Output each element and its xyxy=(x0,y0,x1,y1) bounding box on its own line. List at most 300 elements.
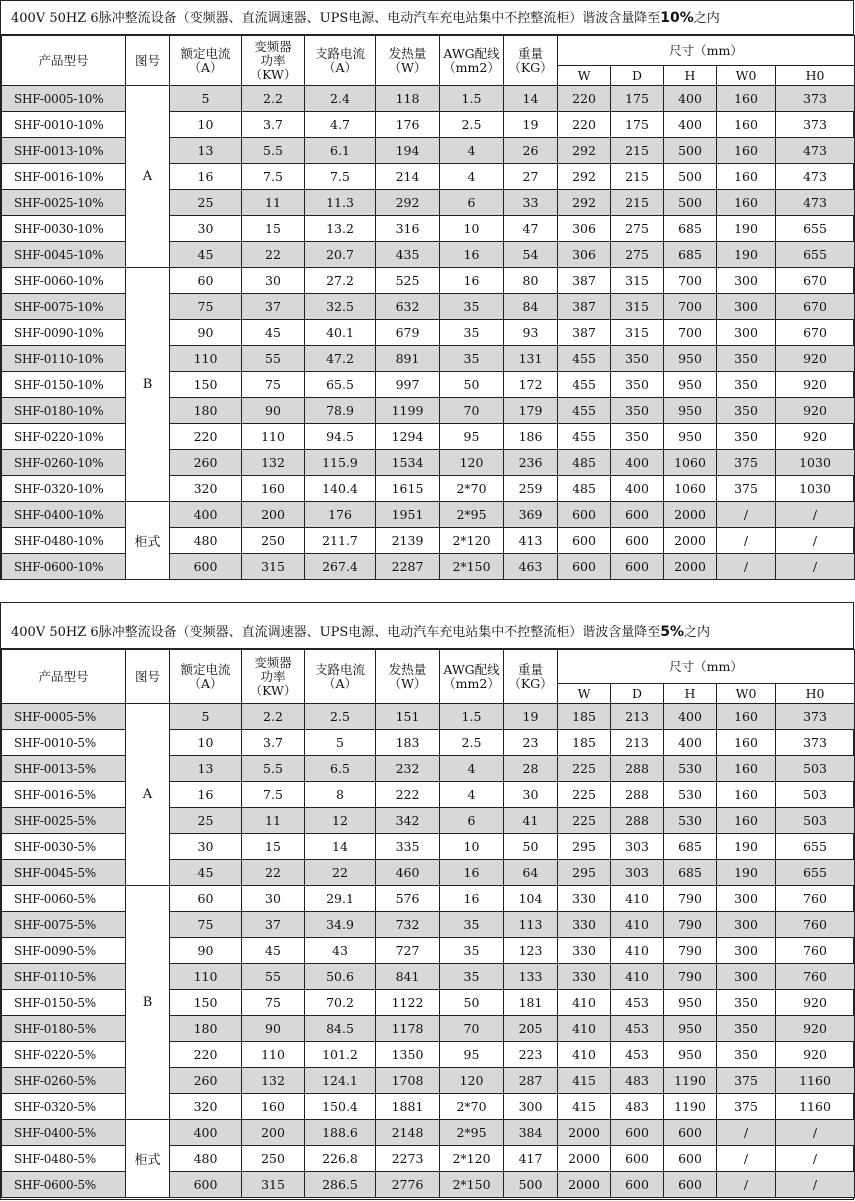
value-cell: 400 xyxy=(664,86,717,112)
value-cell: 75 xyxy=(242,990,305,1016)
header-branch-current: 支路电流 （A） xyxy=(305,650,376,704)
value-cell: 200 xyxy=(242,502,305,528)
value-cell: 35 xyxy=(440,320,504,346)
value-cell: 463 xyxy=(504,554,558,580)
value-cell: 350 xyxy=(717,398,776,424)
value-cell: 2*120 xyxy=(440,528,504,554)
value-cell: 600 xyxy=(664,1120,717,1146)
value-cell: 23 xyxy=(504,730,558,756)
value-cell: 500 xyxy=(504,1172,558,1198)
value-cell: 15 xyxy=(242,216,305,242)
value-cell: 220 xyxy=(558,86,611,112)
value-cell: 670 xyxy=(776,320,855,346)
value-cell: 303 xyxy=(611,860,664,886)
header-dim-w: W xyxy=(558,684,611,704)
value-cell: 1.5 xyxy=(440,86,504,112)
header-inverter-power: 变频器 功率 （KW） xyxy=(242,650,305,704)
value-cell: 700 xyxy=(664,320,717,346)
value-cell: / xyxy=(776,1120,855,1146)
value-cell: 13 xyxy=(170,138,242,164)
header-dim-d: D xyxy=(611,66,664,86)
value-cell: 4 xyxy=(440,782,504,808)
value-cell: 30 xyxy=(170,834,242,860)
value-cell: 267.4 xyxy=(305,554,376,580)
value-cell: 190 xyxy=(717,834,776,860)
value-cell: 84.5 xyxy=(305,1016,376,1042)
value-cell: 435 xyxy=(376,242,440,268)
value-cell: 600 xyxy=(558,502,611,528)
value-cell: 415 xyxy=(558,1068,611,1094)
spec-table-10-percent xyxy=(0,0,854,580)
value-cell: 920 xyxy=(776,990,855,1016)
value-cell: 2.5 xyxy=(440,112,504,138)
value-cell: 760 xyxy=(776,938,855,964)
value-cell: 576 xyxy=(376,886,440,912)
value-cell: 473 xyxy=(776,190,855,216)
value-cell: 35 xyxy=(440,294,504,320)
value-cell: 410 xyxy=(558,1016,611,1042)
value-cell: 10 xyxy=(440,834,504,860)
header-dim-d: D xyxy=(611,684,664,704)
value-cell: 417 xyxy=(504,1146,558,1172)
value-cell: 95 xyxy=(440,1042,504,1068)
value-cell: 160 xyxy=(242,1094,305,1120)
value-cell: 214 xyxy=(376,164,440,190)
value-cell: 410 xyxy=(558,990,611,1016)
value-cell: 20.7 xyxy=(305,242,376,268)
data-table xyxy=(1,35,855,580)
value-cell: 220 xyxy=(170,424,242,450)
value-cell: 50 xyxy=(440,990,504,1016)
value-cell: 5 xyxy=(305,730,376,756)
value-cell: 7.5 xyxy=(242,164,305,190)
value-cell: 2.2 xyxy=(242,86,305,112)
value-cell: 95 xyxy=(440,424,504,450)
value-cell: 16 xyxy=(170,782,242,808)
value-cell: 373 xyxy=(776,704,855,730)
value-cell: 120 xyxy=(440,450,504,476)
value-cell: 530 xyxy=(664,756,717,782)
value-cell: 1199 xyxy=(376,398,440,424)
value-cell: 727 xyxy=(376,938,440,964)
value-cell: 226.8 xyxy=(305,1146,376,1172)
value-cell: 16 xyxy=(440,860,504,886)
model-cell: SHF-0060-5% xyxy=(2,886,126,912)
value-cell: 920 xyxy=(776,398,855,424)
model-cell: SHF-0060-10% xyxy=(2,268,126,294)
value-cell: 375 xyxy=(717,1094,776,1120)
model-cell: SHF-0025-10% xyxy=(2,190,126,216)
header-dim-h: H xyxy=(664,66,717,86)
model-cell: SHF-0150-5% xyxy=(2,990,126,1016)
spec-table-5-percent xyxy=(0,602,854,1200)
header-model: 产品型号 xyxy=(2,36,126,86)
value-cell: 151 xyxy=(376,704,440,730)
value-cell: 288 xyxy=(611,756,664,782)
model-cell: SHF-0030-10% xyxy=(2,216,126,242)
header-model: 产品型号 xyxy=(2,650,126,704)
value-cell: 300 xyxy=(717,964,776,990)
value-cell: 33 xyxy=(504,190,558,216)
value-cell: 19 xyxy=(504,112,558,138)
model-cell: SHF-0320-10% xyxy=(2,476,126,502)
model-cell: SHF-0260-5% xyxy=(2,1068,126,1094)
value-cell: 350 xyxy=(717,372,776,398)
value-cell: 188.6 xyxy=(305,1120,376,1146)
value-cell: 700 xyxy=(664,294,717,320)
value-cell: 150 xyxy=(170,372,242,398)
value-cell: 15 xyxy=(242,834,305,860)
value-cell: / xyxy=(776,1172,855,1198)
value-cell: 160 xyxy=(717,808,776,834)
header-dim-h0: H0 xyxy=(776,66,855,86)
model-cell: SHF-0075-10% xyxy=(2,294,126,320)
value-cell: 600 xyxy=(664,1172,717,1198)
value-cell: 410 xyxy=(558,1042,611,1068)
model-cell: SHF-0480-5% xyxy=(2,1146,126,1172)
value-cell: 920 xyxy=(776,424,855,450)
value-cell: 455 xyxy=(558,398,611,424)
value-cell: 1030 xyxy=(776,476,855,502)
value-cell: 225 xyxy=(558,756,611,782)
value-cell: 7.5 xyxy=(242,782,305,808)
value-cell: 2*120 xyxy=(440,1146,504,1172)
value-cell: 70 xyxy=(440,398,504,424)
value-cell: 410 xyxy=(611,964,664,990)
value-cell: 453 xyxy=(611,1016,664,1042)
value-cell: 27 xyxy=(504,164,558,190)
value-cell: 685 xyxy=(664,834,717,860)
value-cell: 1534 xyxy=(376,450,440,476)
value-cell: 27.2 xyxy=(305,268,376,294)
value-cell: 375 xyxy=(717,450,776,476)
value-cell: 75 xyxy=(170,294,242,320)
value-cell: 295 xyxy=(558,834,611,860)
header-figure: 图号 xyxy=(126,36,170,86)
value-cell: 1708 xyxy=(376,1068,440,1094)
value-cell: 600 xyxy=(611,502,664,528)
value-cell: 7.5 xyxy=(305,164,376,190)
value-cell: 29.1 xyxy=(305,886,376,912)
value-cell: 123 xyxy=(504,938,558,964)
figure-group-cell: A xyxy=(126,86,170,268)
model-cell: SHF-0010-5% xyxy=(2,730,126,756)
value-cell: 655 xyxy=(776,860,855,886)
table-row xyxy=(2,1120,855,1146)
value-cell: 790 xyxy=(664,886,717,912)
value-cell: 84 xyxy=(504,294,558,320)
model-cell: SHF-0016-10% xyxy=(2,164,126,190)
header-weight: 重量 （KG） xyxy=(504,650,558,704)
value-cell: 160 xyxy=(717,782,776,808)
value-cell: 2*150 xyxy=(440,554,504,580)
value-cell: 259 xyxy=(504,476,558,502)
value-cell: 1.5 xyxy=(440,704,504,730)
table-title: 400V 50HZ 6脉冲整流设备（变频器、直流调速器、UPS电源、电动汽车充电站集中不控整流柜）谐波含量降至10%之内 xyxy=(1,1,853,35)
value-cell: 460 xyxy=(376,860,440,886)
value-cell: 790 xyxy=(664,938,717,964)
model-cell: SHF-0220-5% xyxy=(2,1042,126,1068)
value-cell: 90 xyxy=(242,1016,305,1042)
value-cell: 320 xyxy=(170,1094,242,1120)
value-cell: 65.5 xyxy=(305,372,376,398)
value-cell: 78.9 xyxy=(305,398,376,424)
value-cell: 183 xyxy=(376,730,440,756)
value-cell: 2287 xyxy=(376,554,440,580)
value-cell: 1350 xyxy=(376,1042,440,1068)
value-cell: 2000 xyxy=(664,528,717,554)
header-figure: 图号 xyxy=(126,650,170,704)
value-cell: 150 xyxy=(170,990,242,1016)
value-cell: 950 xyxy=(664,346,717,372)
value-cell: 101.2 xyxy=(305,1042,376,1068)
value-cell: 375 xyxy=(717,1068,776,1094)
value-cell: 160 xyxy=(717,756,776,782)
value-cell: / xyxy=(717,528,776,554)
value-cell: 80 xyxy=(504,268,558,294)
value-cell: 335 xyxy=(376,834,440,860)
value-cell: 600 xyxy=(170,554,242,580)
value-cell: 300 xyxy=(717,912,776,938)
value-cell: 11 xyxy=(242,190,305,216)
table-row xyxy=(2,502,855,528)
value-cell: 400 xyxy=(664,112,717,138)
value-cell: 760 xyxy=(776,912,855,938)
value-cell: 225 xyxy=(558,782,611,808)
value-cell: 90 xyxy=(170,320,242,346)
value-cell: 1060 xyxy=(664,476,717,502)
figure-group-cell: 柜式 xyxy=(126,1120,170,1198)
value-cell: 200 xyxy=(242,1120,305,1146)
value-cell: 160 xyxy=(717,730,776,756)
value-cell: 160 xyxy=(242,476,305,502)
table-row xyxy=(2,86,855,112)
value-cell: 525 xyxy=(376,268,440,294)
value-cell: 93 xyxy=(504,320,558,346)
value-cell: 10 xyxy=(170,112,242,138)
value-cell: 415 xyxy=(558,1094,611,1120)
value-cell: 315 xyxy=(242,1172,305,1198)
value-cell: 286.5 xyxy=(305,1172,376,1198)
value-cell: 1881 xyxy=(376,1094,440,1120)
model-cell: SHF-0600-10% xyxy=(2,554,126,580)
value-cell: 13.2 xyxy=(305,216,376,242)
value-cell: 194 xyxy=(376,138,440,164)
model-cell: SHF-0180-10% xyxy=(2,398,126,424)
header-size: 尺寸（mm） xyxy=(558,650,855,684)
value-cell: 330 xyxy=(558,938,611,964)
figure-group-cell: B xyxy=(126,886,170,1120)
value-cell: 75 xyxy=(242,372,305,398)
value-cell: 400 xyxy=(664,704,717,730)
value-cell: 35 xyxy=(440,938,504,964)
value-cell: 213 xyxy=(611,730,664,756)
value-cell: 400 xyxy=(170,1120,242,1146)
value-cell: 60 xyxy=(170,268,242,294)
value-cell: 300 xyxy=(717,268,776,294)
value-cell: 455 xyxy=(558,424,611,450)
model-cell: SHF-0180-5% xyxy=(2,1016,126,1042)
value-cell: 16 xyxy=(440,268,504,294)
value-cell: 260 xyxy=(170,1068,242,1094)
value-cell: 342 xyxy=(376,808,440,834)
header-rated-current: 额定电流 （A） xyxy=(170,36,242,86)
value-cell: 950 xyxy=(664,990,717,1016)
model-cell: SHF-0110-10% xyxy=(2,346,126,372)
value-cell: 14 xyxy=(305,834,376,860)
value-cell: 373 xyxy=(776,112,855,138)
value-cell: 172 xyxy=(504,372,558,398)
model-cell: SHF-0013-10% xyxy=(2,138,126,164)
value-cell: 160 xyxy=(717,704,776,730)
value-cell: 350 xyxy=(717,1016,776,1042)
value-cell: 503 xyxy=(776,756,855,782)
value-cell: 387 xyxy=(558,268,611,294)
value-cell: 30 xyxy=(504,782,558,808)
model-cell: SHF-0220-10% xyxy=(2,424,126,450)
value-cell: 75 xyxy=(170,912,242,938)
value-cell: 120 xyxy=(440,1068,504,1094)
value-cell: 1060 xyxy=(664,450,717,476)
value-cell: 124.1 xyxy=(305,1068,376,1094)
value-cell: 920 xyxy=(776,372,855,398)
value-cell: 275 xyxy=(611,242,664,268)
model-cell: SHF-0090-5% xyxy=(2,938,126,964)
value-cell: 410 xyxy=(611,938,664,964)
value-cell: 115.9 xyxy=(305,450,376,476)
value-cell: 1190 xyxy=(664,1094,717,1120)
model-cell: SHF-0025-5% xyxy=(2,808,126,834)
value-cell: 205 xyxy=(504,1016,558,1042)
model-cell: SHF-0260-10% xyxy=(2,450,126,476)
model-cell: SHF-0480-10% xyxy=(2,528,126,554)
value-cell: 32.5 xyxy=(305,294,376,320)
value-cell: 292 xyxy=(558,138,611,164)
value-cell: 35 xyxy=(440,964,504,990)
value-cell: 920 xyxy=(776,346,855,372)
value-cell: 6.5 xyxy=(305,756,376,782)
value-cell: 375 xyxy=(717,476,776,502)
value-cell: 950 xyxy=(664,1042,717,1068)
value-cell: 60 xyxy=(170,886,242,912)
table-title: 400V 50HZ 6脉冲整流设备（变频器、直流调速器、UPS电源、电动汽车充电站集中不控整流柜）谐波含量降至5%之内 xyxy=(1,603,853,649)
figure-group-cell: A xyxy=(126,704,170,886)
value-cell: 473 xyxy=(776,164,855,190)
value-cell: 34.9 xyxy=(305,912,376,938)
value-cell: 300 xyxy=(504,1094,558,1120)
value-cell: 387 xyxy=(558,294,611,320)
value-cell: 30 xyxy=(242,268,305,294)
value-cell: 236 xyxy=(504,450,558,476)
value-cell: 685 xyxy=(664,242,717,268)
model-cell: SHF-0010-10% xyxy=(2,112,126,138)
value-cell: 455 xyxy=(558,372,611,398)
value-cell: 997 xyxy=(376,372,440,398)
value-cell: 288 xyxy=(611,782,664,808)
value-cell: 215 xyxy=(611,164,664,190)
value-cell: 600 xyxy=(611,528,664,554)
value-cell: 11 xyxy=(242,808,305,834)
value-cell: 500 xyxy=(664,190,717,216)
value-cell: 35 xyxy=(440,912,504,938)
value-cell: 2.4 xyxy=(305,86,376,112)
value-cell: 110 xyxy=(170,964,242,990)
header-dim-h0: H0 xyxy=(776,684,855,704)
value-cell: 655 xyxy=(776,834,855,860)
value-cell: 190 xyxy=(717,860,776,886)
value-cell: 45 xyxy=(242,320,305,346)
value-cell: / xyxy=(717,502,776,528)
value-cell: 2139 xyxy=(376,528,440,554)
value-cell: 473 xyxy=(776,138,855,164)
value-cell: 5.5 xyxy=(242,756,305,782)
model-cell: SHF-0400-10% xyxy=(2,502,126,528)
value-cell: 110 xyxy=(242,424,305,450)
value-cell: 410 xyxy=(611,886,664,912)
value-cell: 225 xyxy=(558,808,611,834)
value-cell: / xyxy=(776,502,855,528)
value-cell: 485 xyxy=(558,450,611,476)
value-cell: 2000 xyxy=(664,502,717,528)
value-cell: 760 xyxy=(776,964,855,990)
value-cell: 950 xyxy=(664,424,717,450)
value-cell: 2.5 xyxy=(305,704,376,730)
value-cell: 300 xyxy=(717,320,776,346)
value-cell: 315 xyxy=(611,320,664,346)
value-cell: 2776 xyxy=(376,1172,440,1198)
header-rated-current: 额定电流 （A） xyxy=(170,650,242,704)
value-cell: 232 xyxy=(376,756,440,782)
value-cell: 2.5 xyxy=(440,730,504,756)
value-cell: 10 xyxy=(440,216,504,242)
value-cell: 400 xyxy=(664,730,717,756)
value-cell: 14 xyxy=(504,86,558,112)
value-cell: 30 xyxy=(170,216,242,242)
value-cell: 632 xyxy=(376,294,440,320)
value-cell: 1951 xyxy=(376,502,440,528)
value-cell: 13 xyxy=(170,756,242,782)
value-cell: 132 xyxy=(242,1068,305,1094)
value-cell: 600 xyxy=(558,528,611,554)
value-cell: 350 xyxy=(717,990,776,1016)
value-cell: 350 xyxy=(611,346,664,372)
value-cell: 90 xyxy=(170,938,242,964)
value-cell: 500 xyxy=(664,138,717,164)
value-cell: 480 xyxy=(170,1146,242,1172)
value-cell: 1160 xyxy=(776,1094,855,1120)
value-cell: 220 xyxy=(170,1042,242,1068)
value-cell: 181 xyxy=(504,990,558,1016)
value-cell: 300 xyxy=(717,886,776,912)
figure-group-cell: 柜式 xyxy=(126,502,170,580)
value-cell: 45 xyxy=(170,860,242,886)
value-cell: 350 xyxy=(717,424,776,450)
value-cell: 350 xyxy=(611,424,664,450)
table-row xyxy=(2,268,855,294)
value-cell: 950 xyxy=(664,398,717,424)
value-cell: 5 xyxy=(170,704,242,730)
value-cell: 1294 xyxy=(376,424,440,450)
value-cell: 8 xyxy=(305,782,376,808)
header-awg: AWG配线 （mm2） xyxy=(440,36,504,86)
value-cell: 350 xyxy=(717,1042,776,1068)
value-cell: 306 xyxy=(558,242,611,268)
value-cell: 1030 xyxy=(776,450,855,476)
value-cell: 841 xyxy=(376,964,440,990)
value-cell: 315 xyxy=(611,294,664,320)
value-cell: 3.7 xyxy=(242,730,305,756)
value-cell: 410 xyxy=(611,912,664,938)
